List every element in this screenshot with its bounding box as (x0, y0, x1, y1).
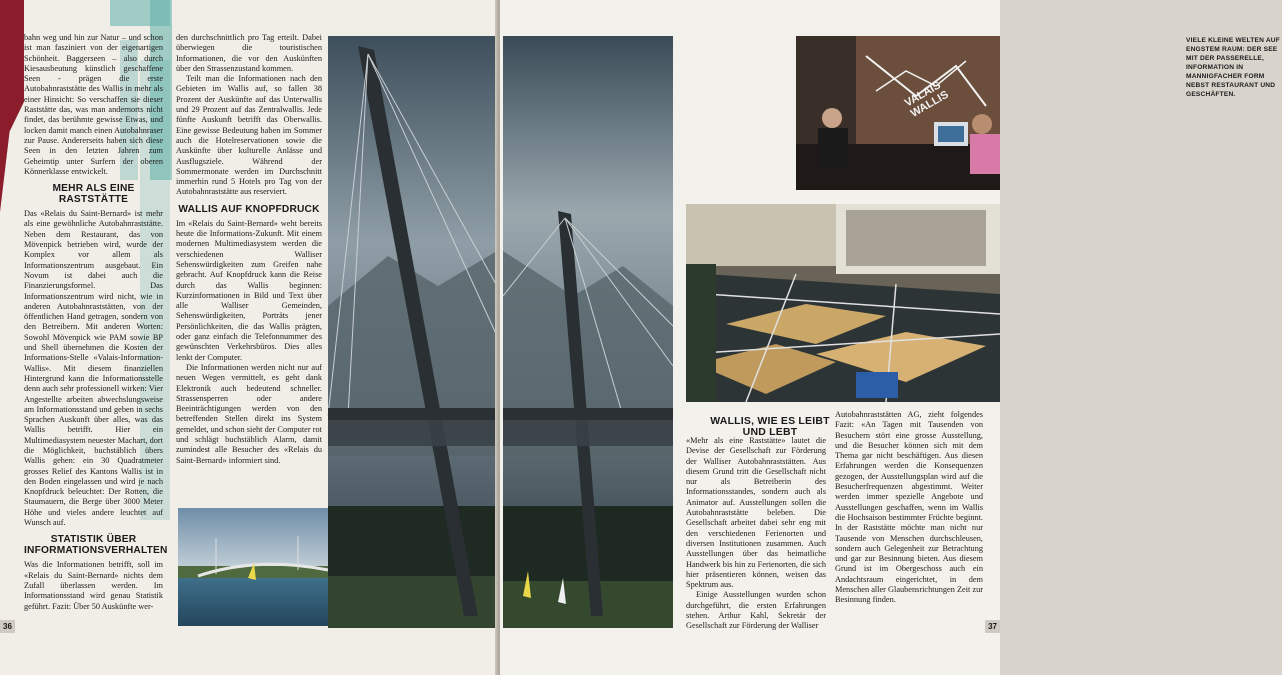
red-wedge-decoration (0, 0, 24, 212)
paragraph: Was die Informationen betrifft, soll im «Relais du Saint-Bernard» nichts dem Zufall überlassen werden. Im Informationsstand wird genau Statistik geführt. Fazit: Über 50 Auskünfte wer- (24, 560, 163, 611)
left-column-2 (176, 33, 322, 466)
left-page (0, 0, 497, 675)
paragraph: Das «Relais du Saint-Bernard» ist mehr als eine gewöhnliche Autobahnraststätte. Neben dem Restaurant, das von Mövenpick betrieben wird, wurde der Komplex vor allem als Informationszentrum ausgebaut. Ein Novum ist dabei auch die Finanzierungsformel. Das Informationszentrum wird nicht, wie in anderen Autobahnraststätten, von der öffentlichen Hand getragen, sondern von den Betreibern. Mit anderen Worten: Sowohl Mövenpick wie PAM sowie BP und Shell übernehmen die Kosten der Informations-Stelle «Valais-Information-Wallis». Mit diesem finanziellen Hintergrund kann die Informationsstelle denn auch sehr professionell wirken: Vier Angestellte arbeiten abwechslungsweise am Informationsstand und geben in sechs Sprachen Auskunft über alles, was das Wallis betrifft. Hier ein Multimediasystem neuester Machart, dort die Möglichkeit, buchstäblich übers Wallis gehen: ein 30 Quadratmeter grosses Relief des Kantons Wallis ist in den Boden eingelassen und wird je nach Knopfdruck beleuchtet: Der Rotten, die Staumauern, die Berge über 3000 Meter Höhe und vieles andere leuchtet auf Wunsch auf. (24, 209, 163, 528)
paragraph: Die Informationen werden nicht nur auf neuen Wegen vermittelt, es geht dank Elektronik auch bedeutend schneller. Strassensperren oder andere Beeinträchtigungen werden von den betreffenden Stellen direkt ins System gemeldet, und schon sieht der Computer rot und schlägt buchstäblich Alarm, damit zumindest alle Besucher des «Relais du Saint-Bernard» informiert sind. (176, 362, 322, 465)
heading-wallis-auf-knopfdruck: WALLIS AUF KNOPFDRUCK (178, 203, 320, 215)
right-column-2 (835, 410, 983, 606)
paragraph: den durchschnittlich pro Tag erteilt. Dabei überwiegen die touristischen Informationen, die vor den Auskünften über den Strassenzustand kommen. (176, 33, 322, 73)
info-desk-photo (796, 36, 1000, 190)
paragraph: Im «Relais du Saint-Bernard» weht bereits heute die Informations-Zukunft. Mit einem modernen Multimediasystem werden die verschiedenen Walliser Sehenswürdigkeiten zum Greifen nahe gebracht. Auf Knopfdruck kann die Reise durch das Wallis beginnen: Kurzinformationen in Bild und Text über alle Walliser Gemeinden, Sehenswürdigkeiten, Porträts jener Persönlichkeiten, die das Wallis prägten, oder ganz einfach die Telefonnummer des gewünschten Verkehrsbüros. Dies alles lenkt der Computer. (176, 218, 322, 362)
left-column-1 (24, 33, 168, 612)
valais-wallis-sign: VALAIS WALLIS (902, 79, 951, 120)
page-number-right: 37 (985, 620, 1000, 633)
right-column-1 (686, 436, 826, 632)
page-number-left: 36 (0, 620, 15, 633)
paragraph: «Mehr als eine Raststätte» lautet die Devise der Gesellschaft zur Förderung der Walliser Autobahnraststätten. Aus diesem Grund tritt die Gesellschaft nicht nur als Betreiberin des Informationsstandes, sondern auch als Animator auf. Ausstellungen sollen die Autobahnraststätte beleben. Die Gesellschaft arbeitet dabei sehr eng mit den verschiedenen Ferienorten und diversen Institutionen zusammen. Auch Ausstellungen über das heimatliche Handwerk bis hin zu Ferienorten, die sich hier präsentieren können, weisen das Spektrum aus. (686, 436, 826, 590)
heading-statistik: STATISTIK ÜBER INFORMATIONSVERHALTEN (24, 534, 168, 557)
heading-wallis-wie-es-leibt: WALLIS, WIE ES LEIBT UND LEBT (710, 415, 830, 438)
bridge-photo-left-half (328, 36, 497, 628)
right-page (500, 0, 1280, 675)
paragraph: Einige Ausstellungen wurden schon durchgeführt, die ersten Erfahrungen stehen. Arthur Kahl, Sekretär der Gesellschaft zur Förderung der Walliser (686, 590, 826, 631)
relief-floor-photo (686, 204, 1000, 402)
heading-mehr-als-raststaette: MEHR ALS EINE RASTSTÄTTE (52, 183, 135, 206)
bridge-photo-right-half (503, 36, 673, 628)
paragraph: bahn weg und hin zur Natur – und schon ist man fasziniert von der eigenartigen Schönheit. Baggerseen – also durch Kiesausbeutung künstlich geschaffene Seen - prägen die erste Autobahnraststätte des Wallis in mehr als einer Hinsicht: So verschaffen sie dieser Raststätte das, was man andernorts nicht findet, das berühmte gewisse Etwas, und locken damit manch einen Autobahnraser zur Pause. Andererseits haben sich diese Seen in den letzten Jahren zum Geheimtip unter Surfern der oberen Könnerklasse entwickelt. (24, 33, 163, 176)
paragraph: Teilt man die Informationen nach den Gebieten im Wallis auf, so fallen 38 Prozent der Auskünfte auf das Unterwallis und 29 Prozent auf das Zentralwallis. Jede fünfte Auskunft betrifft das Oberwallis. Eine gewisse Bedeutung haben im Sommer auch die Hotelreservationen sowie die Auskünfte über kulturelle Anlässe und Ausflugsziele. Während der Sommermonate werden im Durchschnitt immerhin rund 5 Hotels pro Tag von der Autobahnraststätte aus reserviert. (176, 74, 322, 197)
photo-caption: VIELE KLEINE WELTEN AUF ENGSTEM RAUM: DER SEE MIT DER PASSERELLE, INFORMATION IN MANNIGFACHER FORM NEBST RESTAURANT UND GESCHÄFTEN. (1186, 37, 1280, 98)
paragraph: Autobahnraststätten AG, zieht folgendes Fazit: «An Tagen mit Tausenden von Besuchern stört eine grosse Ausstellung, und die Besucher können sich mit dem Thema gar nicht beschäftigen. Aus diesen Erfahrungen werden die Konsequenzen gezogen, der Ausstellungsplan wird auf die Besucherfrequenzen abgestimmt. Weiter werden immer spezielle Angebote und Ausstellungen geschaffen, wenn im Wallis die Hochsaison bestimmter Früchte beginnt. In der Raststätte möchte man nicht nur Tausende von Menschen durchschleusen, sondern auch Gelegenheit zur Betrachtung und gar zur Besinnung bieten. Aus diesem Grund ist im Obergeschoss auch ein Andachtsraum eingerichtet, in dem Menschen aller Glaubensrichtungen Zeit zur Besinnung finden. (835, 410, 983, 605)
